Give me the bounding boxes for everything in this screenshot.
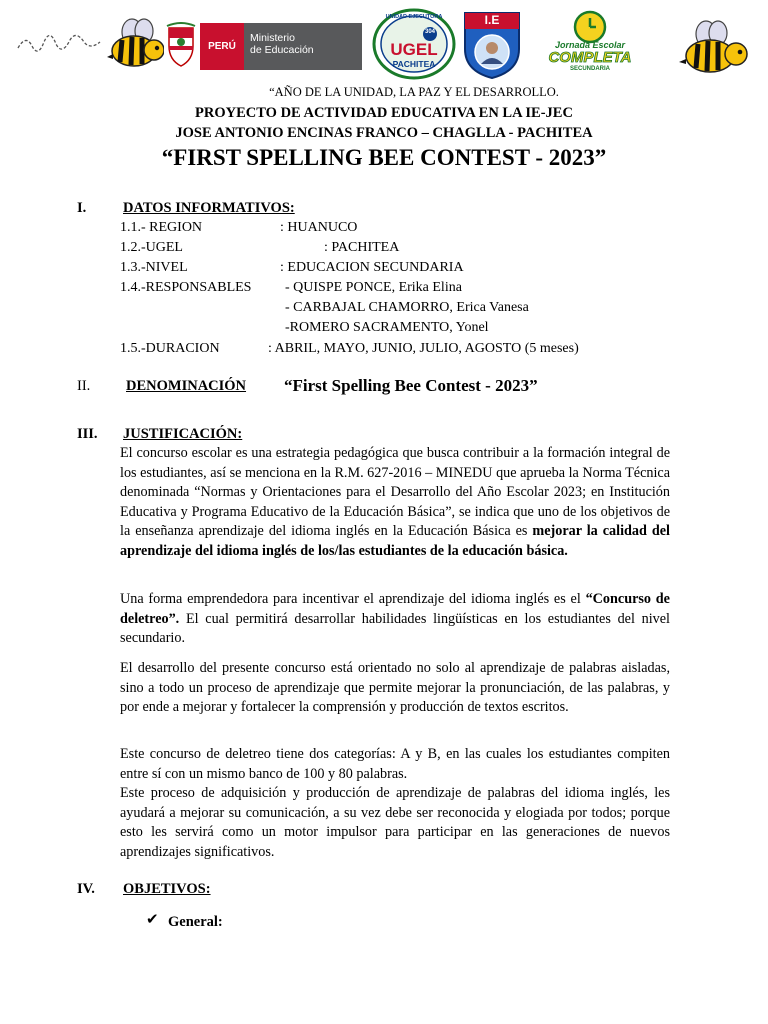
ugel-arc-text: UNIDAD EJECUTORA [385,14,443,20]
justification-paragraph-5: Este proceso de adquisición y producción de aprendizaje de palabras del idioma inglés, les ayudará a mejorar su comunicación, a su vez debe ser reconocida y elogiada por todos; porque esto les servirá como un motor impulsor para participar en las generaciones de nuevos aprendizajes significativos. [120,785,670,860]
section1-number: I. [77,200,87,216]
info-row-value: - CARBAJAL CHAMORRO, Erica Vanesa [285,300,529,315]
school-line: JOSE ANTONIO ENCINAS FRANCO – CHAGLLA - PACHITEA [175,125,593,141]
logo-banner [0,0,768,85]
justification-paragraph-3: El desarrollo del presente concurso está orientado no solo al aprendizaje de palabras aisladas, sino a todo un proceso de aprendizaje que permite mejorar la pronunciación, de las palabras, y por ende a mejorar y fortalecer la comprensión y producción de textos escritos. [120,660,670,715]
ie-label: I.E [484,13,500,27]
info-row-value: : EDUCACION SECUNDARIA [280,260,464,275]
ugel-place: PACHITEA [392,59,436,69]
ugel-number: 304 [424,29,435,35]
info-row-value: : ABRIL, MAYO, JUNIO, JULIO, AGOSTO (5 meses) [268,341,579,356]
bee-left-icon [14,18,164,70]
info-row-value: : PACHITEA [324,240,400,255]
info-row-label: 1.4.-RESPONSABLES [120,280,252,295]
justification-paragraph-2: Una forma emprendedora para incentivar el aprendizaje del idioma inglés es el “Concurso de deletreo”. El cual permitirá desarrollar habilidades lingüísticas en los estudiantes del nivel secundario. [120,591,670,646]
bee-right-icon [676,20,756,76]
main-title: “FIRST SPELLING BEE CONTEST - 2023” [161,145,607,170]
justification-paragraph-1: El concurso escolar es una estrategia pedagógica que busca contribuir a la formación integral de los estudiantes, así se menciona en la R.M. 627-2016 – MINEDU que aprueba la Norma Técnica denominada “Normas y Orientaciones para el Desarrollo del Año Escolar 2023; en Institución Educativa y Programa Educativo de la Educación Básica”, se indica que uno de los objetivos de la enseñanza aprendizaje del idioma inglés en la Educación Básica es mejorar la calidad del aprendizaje del idioma inglés de los/las estudiantes de la educación básica. [120,445,670,559]
info-row-label: 1.5.-DURACION [120,341,220,356]
info-row-value: : HUANUCO [280,220,358,235]
justification-paragraph-4: Este concurso de deletreo tiene dos categorías: A y B, en las cuales los estudiantes compiten entre sí con un mismo banco de 100 y 80 palabras. [120,746,670,782]
jec-line2: COMPLETA [548,49,632,66]
info-row-label: 1.2.-UGEL [120,240,183,255]
ugel-name: UGEL [390,40,438,59]
section4-title: OBJETIVOS: [123,881,211,897]
peru-label: PERÚ [200,23,244,70]
objective-general-label: General: [168,914,223,930]
section2-number: II. [77,378,91,394]
info-row-value: - QUISPE PONCE, Erika Elina [285,280,462,295]
jec-line1: Jornada Escolar [554,40,626,50]
ie-logo [462,10,522,80]
info-row-label: 1.3.-NIVEL [120,260,188,275]
clock-icon [570,10,610,44]
jec-logo [535,10,645,74]
ministry-name: Ministerio de Educación [244,23,362,70]
ugel-logo [372,8,456,80]
section3-title: JUSTIFICACIÓN: [123,426,243,442]
info-row-value: -ROMERO SACRAMENTO, Yonel [285,320,489,335]
info-row-label: 1.1.- REGION [120,220,203,235]
section3-number: III. [77,426,98,442]
year-motto: “AÑO DE LA UNIDAD, LA PAZ Y EL DESARROLLO. [269,85,559,99]
section4-number: IV. [77,881,95,897]
section2-title: DENOMINACIÓN [126,378,247,394]
project-line: PROYECTO DE ACTIVIDAD EDUCATIVA EN LA IE-JEC [195,105,573,121]
peru-shield-icon [165,22,197,68]
checkmark-icon: ✔ [146,910,159,928]
jec-line3: SECUNDARIA [569,66,610,72]
minedu-logo [200,23,362,70]
section1-title: DATOS INFORMATIVOS: [123,200,295,216]
section2-value: “First Spelling Bee Contest - 2023” [284,376,538,395]
